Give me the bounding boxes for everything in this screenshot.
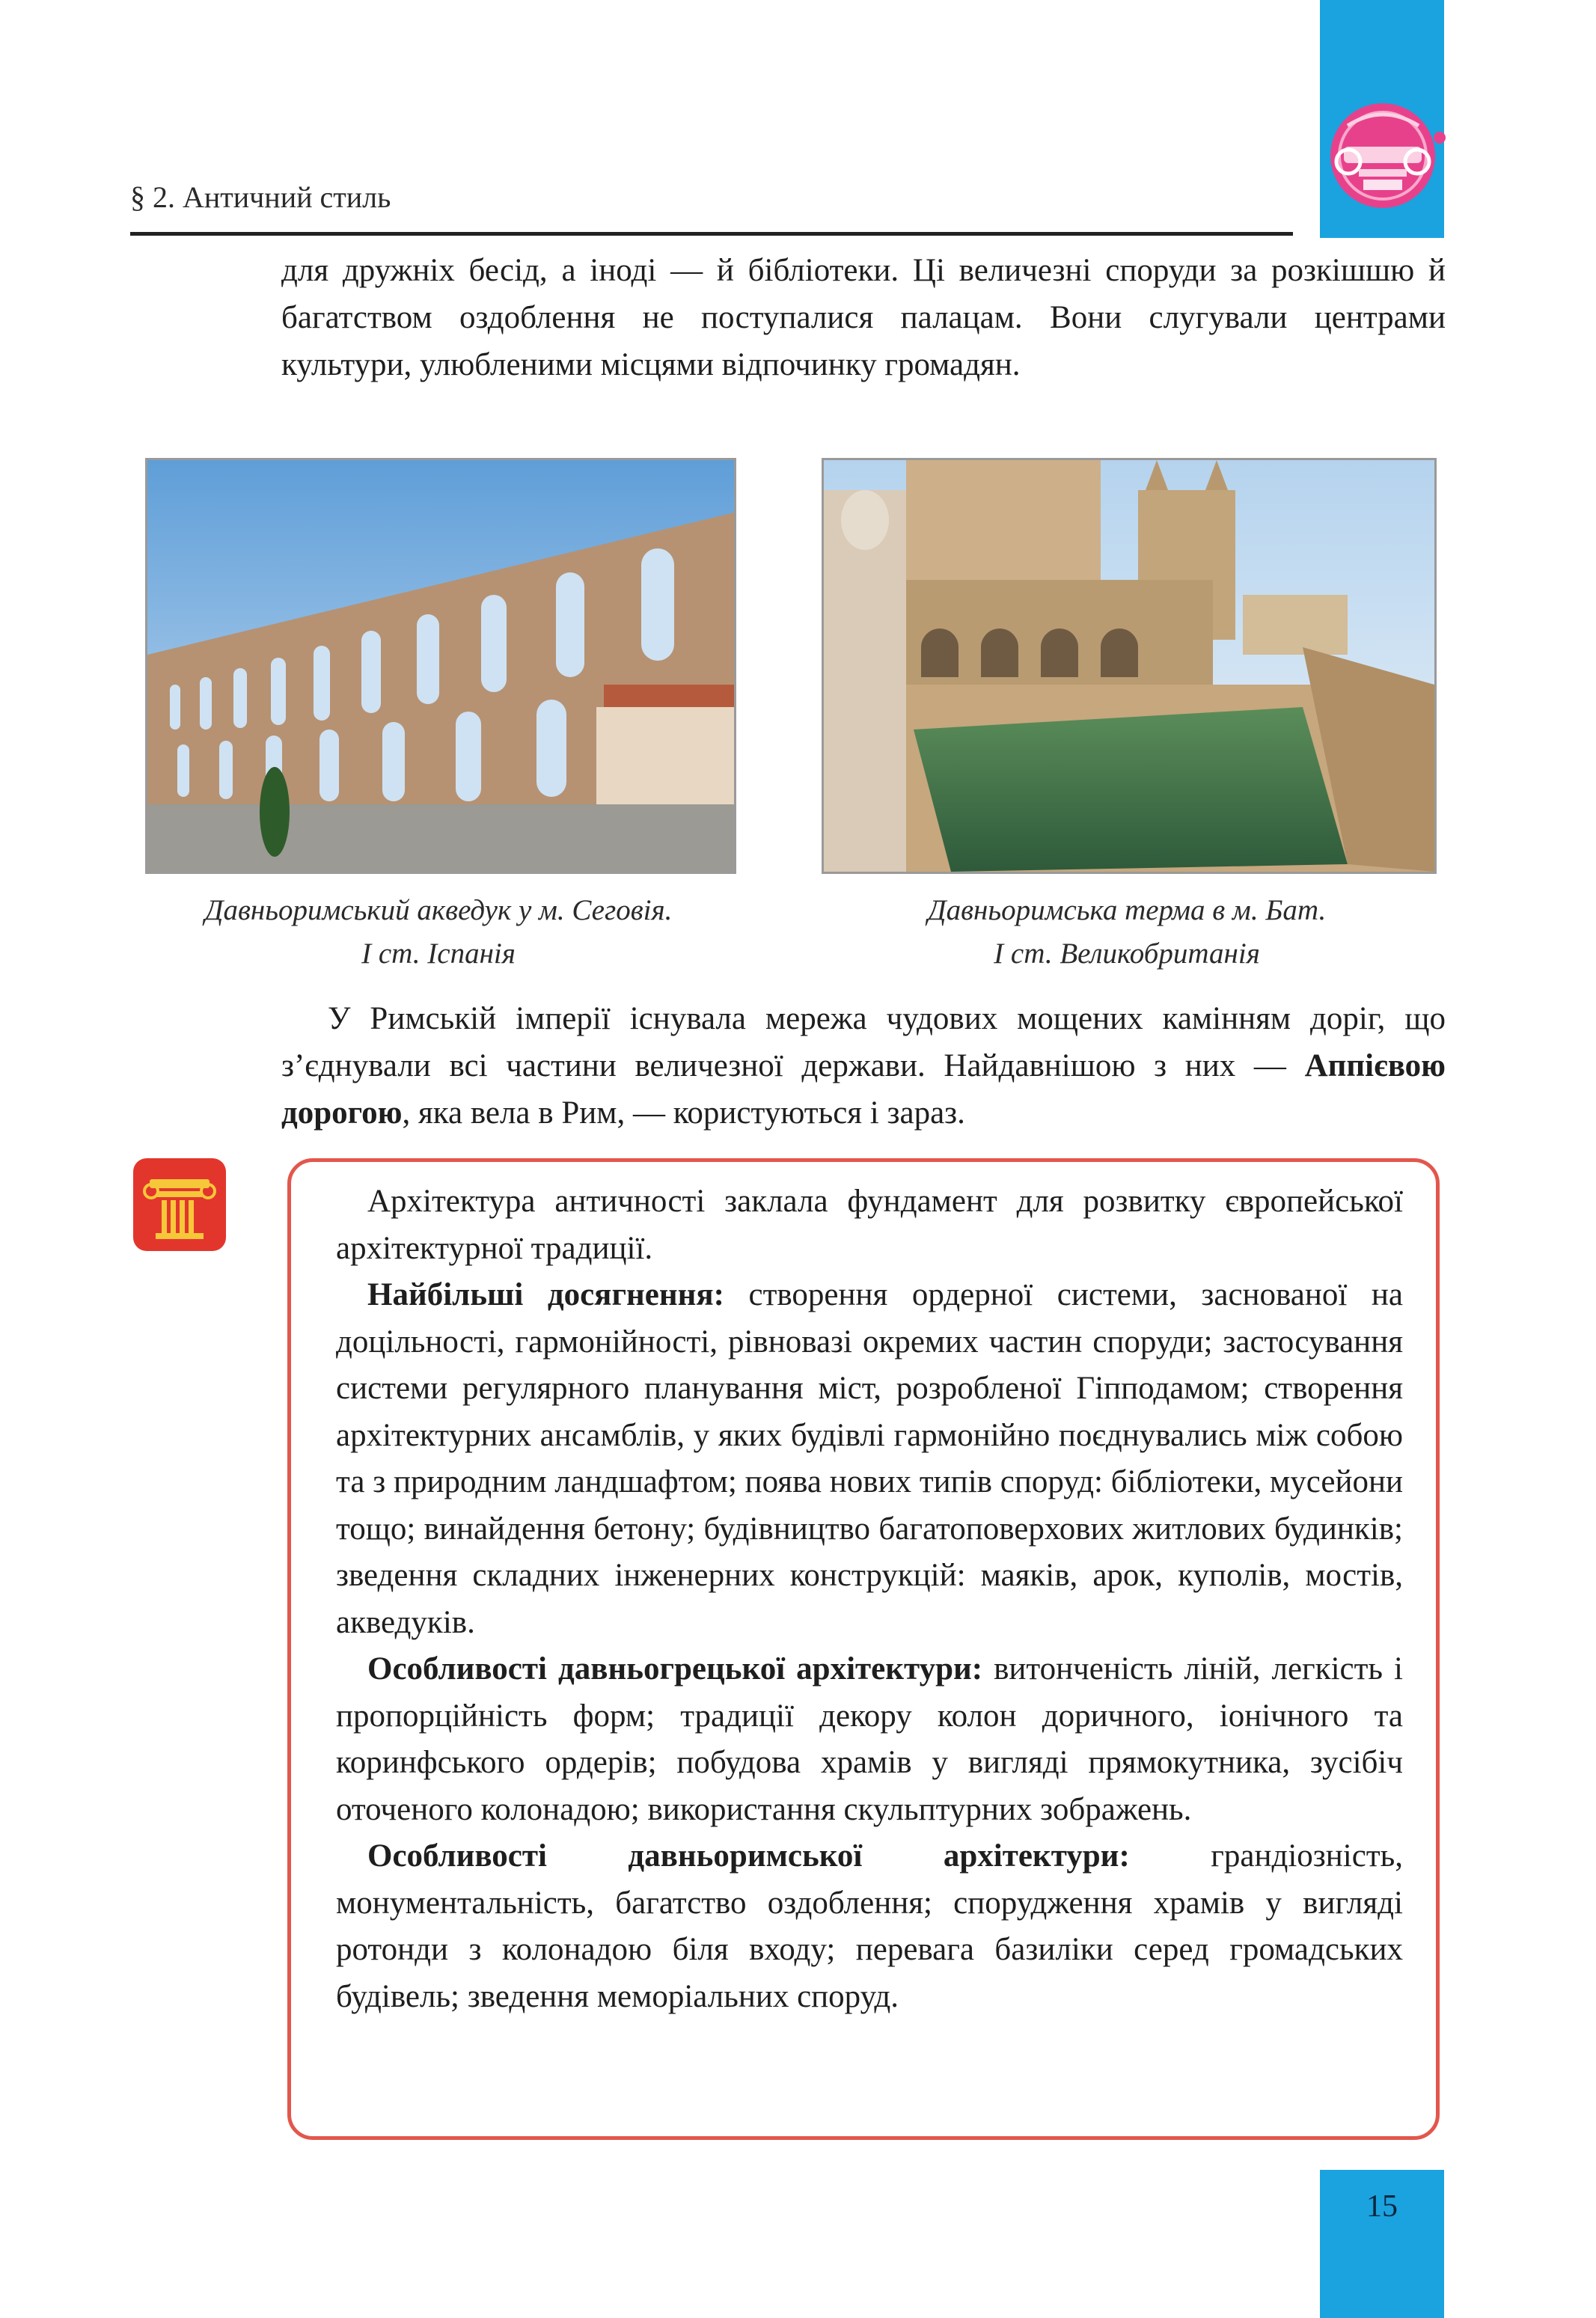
caption-line: Давньоримська терма в м. Бат. xyxy=(927,894,1327,926)
page-number: 15 xyxy=(1366,2189,1398,2224)
caption-line: І ст. Іспанія xyxy=(361,938,516,970)
roman-bath-image xyxy=(824,460,1434,872)
aqueduct-photo xyxy=(145,458,736,874)
caption-line: І ст. Великобританія xyxy=(994,938,1260,970)
roman-bath-photo xyxy=(822,458,1437,874)
greek-features-paragraph xyxy=(336,1646,1403,1833)
summary-intro: Архітектура античності заклала фундамент для розвитку європейської архітектурної традиції. xyxy=(336,1184,1403,1266)
caption-line: Давньоримський акведук у м. Сеговія. xyxy=(204,894,673,926)
appian-way-term: Аппієвою дорогою xyxy=(281,1048,1446,1131)
achievements-paragraph xyxy=(336,1272,1403,1646)
roman-features-heading: Особливості давньоримської архітектури: xyxy=(367,1838,1130,1874)
roman-features-paragraph xyxy=(336,1833,1403,2020)
achievements-text: створення ордерної системи, заснованої на доцільності, гармонійності, рівновазі окремих частин споруди; застосування системи регулярного планування міст, розробленої Гіпподамом; створення архітектурних ансамблів, у яких будівлі гармонійно поєднувались між собою та з природним ландшафтом; поява нових типів споруд: бібліотеки, мусейони тощо; винайдення бетону; будівництво багатоповерхових житлових будинків; зведення складних інженерних конструкцій: маяків, арок, куполів, мостів, акведуків. xyxy=(336,1277,1403,1640)
summary-box xyxy=(287,1158,1440,2140)
roads-text: , яка вела в Рим, — користуються і зараз. xyxy=(402,1095,965,1131)
summary-box-content xyxy=(336,1178,1403,2020)
intro-paragraph: для дружніх бесід, а іноді — й бібліотеки. Ці величезні споруди за розкішшю й багатством оздоблення не поступалися палацам. Вони слугували центрами культури, улюбленими місцями відпочинку громадян. xyxy=(281,253,1446,382)
figure-caption-bath xyxy=(822,889,1432,976)
header-divider xyxy=(130,232,1293,236)
figure-caption-aqueduct xyxy=(145,889,732,976)
section-header: § 2. Античний стиль xyxy=(130,180,391,214)
roman-features-text: грандіозність, монументальність, багатство оздоблення; спорудження храмів у вигляді ротонди з колонадою біля входу; перевага базиліки серед громадських будівель; зведення меморіальних споруд. xyxy=(336,1838,1403,2014)
achievements-heading: Найбільші досягнення: xyxy=(367,1277,724,1312)
roads-text: У Римській імперії існувала мережа чудових мощених камінням доріг, що з’єднували всі частини величезної держави. Найдавнішою з них — xyxy=(281,1001,1446,1083)
greek-features-text: витонченість ліній, легкість і пропорційність форм; традиції декору колон доричного, іонічного та коринфського ордерів; побудова храмів у вигляді прямокутника, зусібіч оточеного колонадою; використання скульптурних зображень. xyxy=(336,1651,1403,1827)
aqueduct-image xyxy=(147,460,734,872)
roads-paragraph xyxy=(281,995,1446,1137)
column-icon-graphic xyxy=(133,1158,226,1251)
ionic-capital-logo-icon xyxy=(1314,81,1462,223)
greek-features-heading: Особливості давньогрецької архітектури: xyxy=(367,1651,983,1686)
column-icon xyxy=(133,1158,226,1251)
